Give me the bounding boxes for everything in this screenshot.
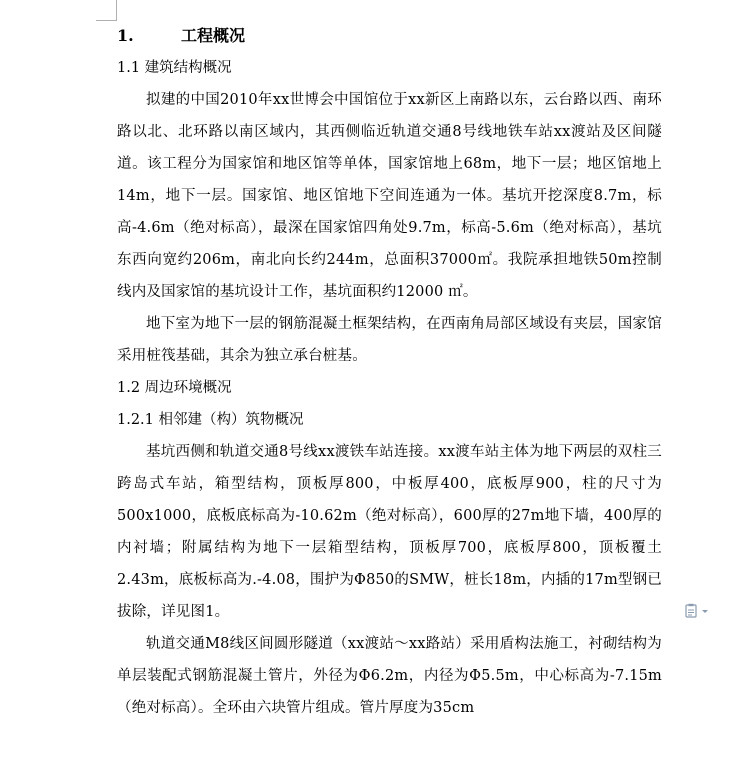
document-body xyxy=(117,20,662,724)
paragraph-project-overview: 拟建的中国2010年xx世博会中国馆位于xx新区上南路以东，云台路以西、南环路以北、北环路以南区域内，其西侧临近轨道交通8号线地铁车站xx渡站及区间隧道。该工程分为国家馆和地区馆等单体，国家馆地上68m，地下一层；地区馆地上14m，地下一层。国家馆、地区馆地下空间连通为一体。基坑开挖深度8.7m，标高-4.6m（绝对标高），最深在国家馆四角处9.7m，标高-5.6m（绝对标高），基坑东西向宽约206m，南北向长约244m，总面积37000㎡。我院承担地铁50m控制线内及国家馆的基坑设计工作，基坑面积约12000 ㎡。 xyxy=(117,92,662,300)
paragraph-adjacent-station: 基坑西侧和轨道交通8号线xx渡铁车站连接。xx渡车站主体为地下两层的双柱三跨岛式车站，箱型结构，顶板厚800，中板厚400，底板厚900，柱的尺寸为500x1000，底板底标高为-10.62m（绝对标高），600厚的27m地下墙，400厚的内衬墙；附属结构为地下一层箱型结构，顶板厚700，底板厚800，顶板覆土2.43m，底板标高为.-4.08，围护为Φ850的SMW，桩长18m，内插的17m型钢已拔除，详见图1。 xyxy=(117,444,662,620)
heading-1 xyxy=(117,20,662,52)
heading-1-title: 工程概况 xyxy=(181,26,246,45)
paste-options-icon[interactable] xyxy=(684,603,712,619)
paragraph-basement-structure: 地下室为地下一层的钢筋混凝土框架结构，在西南角局部区域设有夹层，国家馆采用桩筏基础，其余为独立承台桩基。 xyxy=(117,316,662,364)
paragraph-tunnel: 轨道交通M8线区间圆形隧道（xx渡站～xx路站）采用盾构法施工，衬砌结构为单层装配式钢筋混凝土管片，外径为Φ6.2m，内径为Φ5.5m，中心标高为-7.15m（绝对标高）。全环由六块管片组成。管片厚度为35cm xyxy=(117,636,662,716)
heading-1-1: 1.1 建筑结构概况 xyxy=(117,60,232,76)
heading-1-2-1: 1.2.1 相邻建（构）筑物概况 xyxy=(117,412,304,428)
margin-corner-mark xyxy=(96,0,117,21)
heading-1-number: 1. xyxy=(117,26,134,45)
heading-1-2: 1.2 周边环境概况 xyxy=(117,380,232,396)
